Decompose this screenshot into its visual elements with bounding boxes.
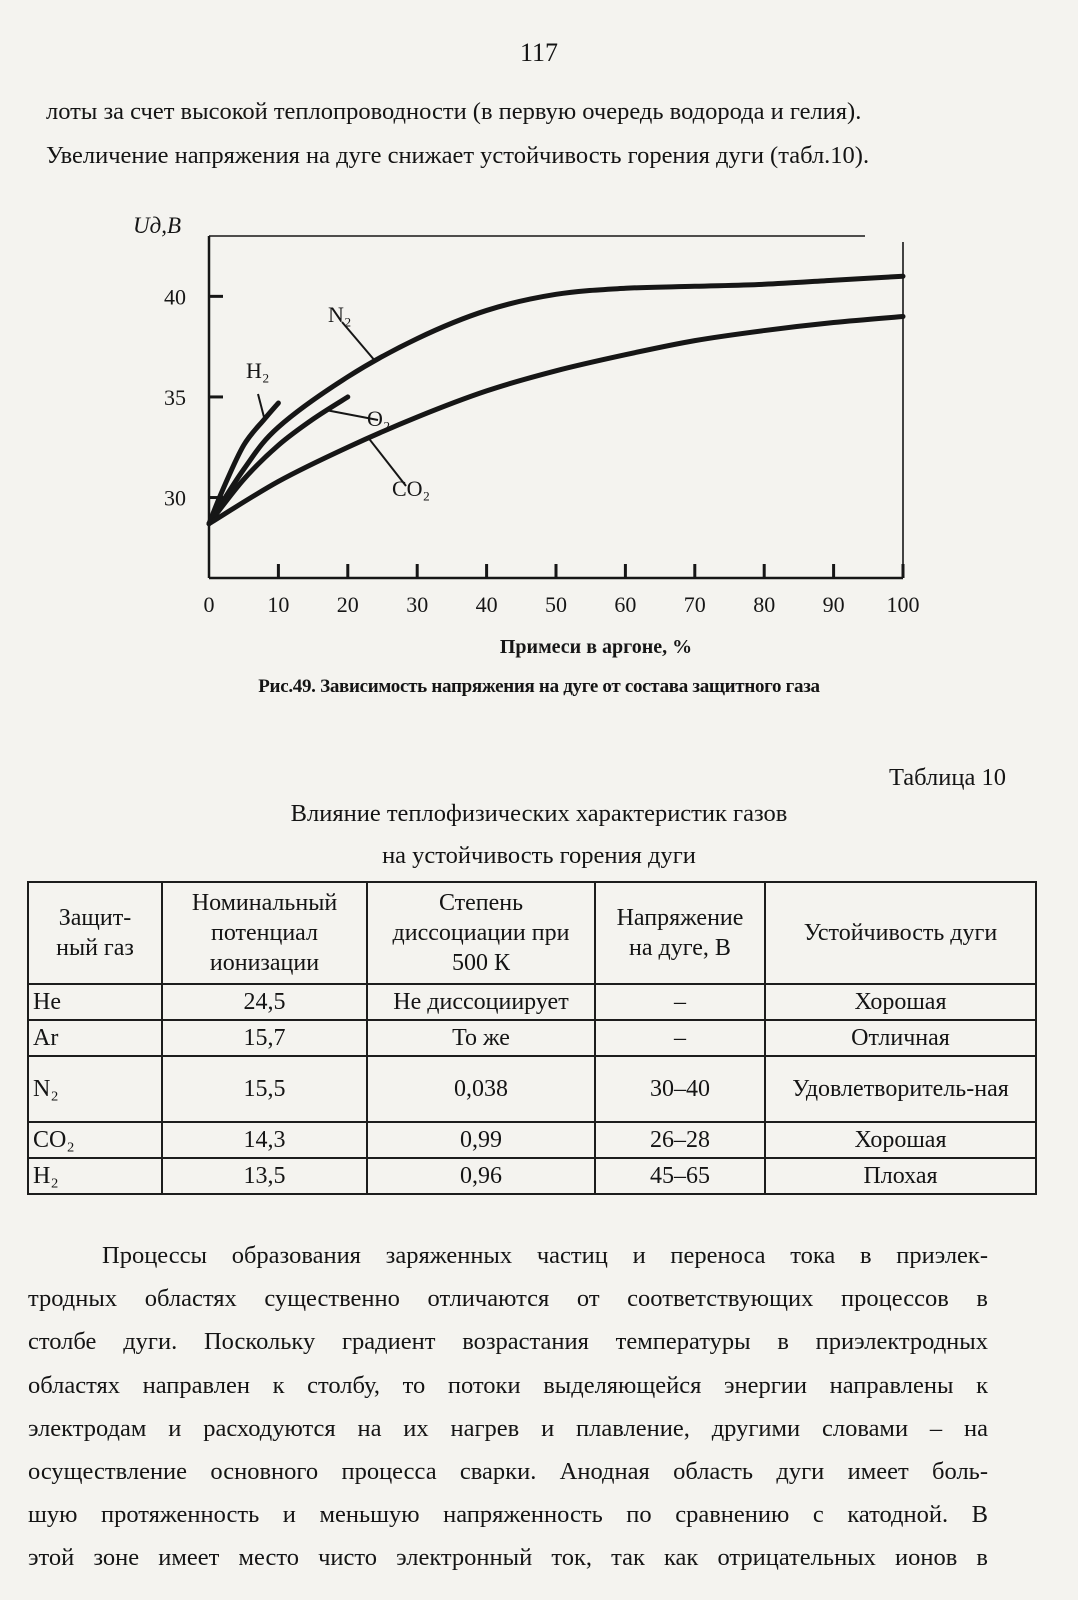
body-line: областях направлен к столбу, то потоки выделяющейся энергии направлены к: [28, 1371, 988, 1399]
header-dissociation: Степень диссоциации при 500 К: [367, 882, 595, 984]
chart-axes: [209, 236, 903, 578]
x-tick-label: 70: [683, 592, 706, 617]
table-row: CO₂ 14,3 0,99 26–28 Хорошая: [28, 1122, 1036, 1158]
gas-properties-table: [27, 881, 1037, 1195]
x-tick-label: 90: [822, 592, 845, 617]
intro-line-1: лоты за счет высокой теплопроводности (в первую очередь водорода и гелия).: [46, 98, 862, 125]
body-line: шую протяженность и меньшую напряженность по сравнению с катодной. В: [28, 1501, 988, 1529]
table-title-line-1: Влияние теплофизических характеристик газов: [290, 800, 788, 827]
header-voltage: Напряжение на дуге, В: [595, 882, 765, 984]
y-tick-label: 35: [164, 384, 186, 410]
series-label: H₂: [246, 358, 270, 383]
series-line: [209, 276, 903, 523]
x-tick-label: 80: [753, 592, 776, 617]
series-leader: [258, 394, 265, 419]
chart-ticks: [209, 296, 903, 578]
body-line: Процессы образования заряженных частиц и переноса тока в приэлек-: [102, 1242, 988, 1269]
x-tick-label: 0: [203, 592, 215, 617]
figure-caption: Рис.49. Зависимость напряжения на дуге от состава защитного газа: [258, 676, 820, 697]
voltage-chart: [0, 200, 1078, 720]
y-tick-label: 40: [164, 284, 186, 310]
body-line: столбе дуги. Поскольку градиент возрастания температуры в приэлектродных: [28, 1328, 988, 1356]
table-header-row: [28, 882, 1036, 984]
x-tick-label: 40: [475, 592, 498, 617]
y-tick-label: 30: [164, 485, 186, 511]
body-paragraph: [28, 1234, 988, 1580]
series-leader: [342, 322, 376, 362]
body-line: тродных областях существенно отличаются от соответствующих процессов в: [28, 1285, 988, 1313]
x-tick-label: 50: [545, 592, 567, 617]
series-label: O₂: [367, 406, 391, 431]
table-title-line-2: на устойчивость горения дуги: [382, 842, 696, 869]
y-axis-label: Uд,В: [133, 213, 182, 238]
table-row: He 24,5 Не диссоциирует – Хорошая: [28, 984, 1036, 1020]
header-ionization: Номинальный потенциал ионизации: [162, 882, 367, 984]
table-row: N₂ 15,5 0,038 30–40 Удовлетворитель-ная: [28, 1056, 1036, 1122]
x-axis-label: Примеси в аргоне, %: [499, 636, 693, 658]
page-number: 117: [519, 38, 559, 67]
series-line: [209, 397, 348, 524]
body-line: осуществление основного процесса сварки. Анодная область дуги имеет боль-: [28, 1458, 988, 1486]
table-row: Ar 15,7 То же – Отличная: [28, 1020, 1036, 1056]
header-stability: Устойчивость дуги: [765, 882, 1036, 984]
intro-line-2: Увеличение напряжения на дуге снижает устойчивость горения дуги (табл.10).: [46, 142, 870, 169]
series-label: CO₂: [392, 476, 431, 501]
x-tick-label: 60: [614, 592, 637, 617]
x-tick-label: 30: [406, 592, 429, 617]
table-row: H₂ 13,5 0,96 45–65 Плохая: [28, 1158, 1036, 1194]
table-label: Таблица 10: [888, 764, 1006, 791]
x-tick-label: 100: [886, 592, 920, 617]
header-gas: Защит- ный газ: [28, 882, 162, 984]
body-line: этой зоне имеет место чисто электронный ток, так как отрицательных ионов в: [28, 1544, 988, 1572]
series-label: N₂: [328, 302, 352, 327]
chart-curves: [209, 276, 903, 523]
x-tick-label: 10: [267, 592, 290, 617]
x-tick-label: 20: [336, 592, 359, 617]
body-line: электродам и расходуются на их нагрев и плавление, другими словами – на: [28, 1414, 988, 1442]
